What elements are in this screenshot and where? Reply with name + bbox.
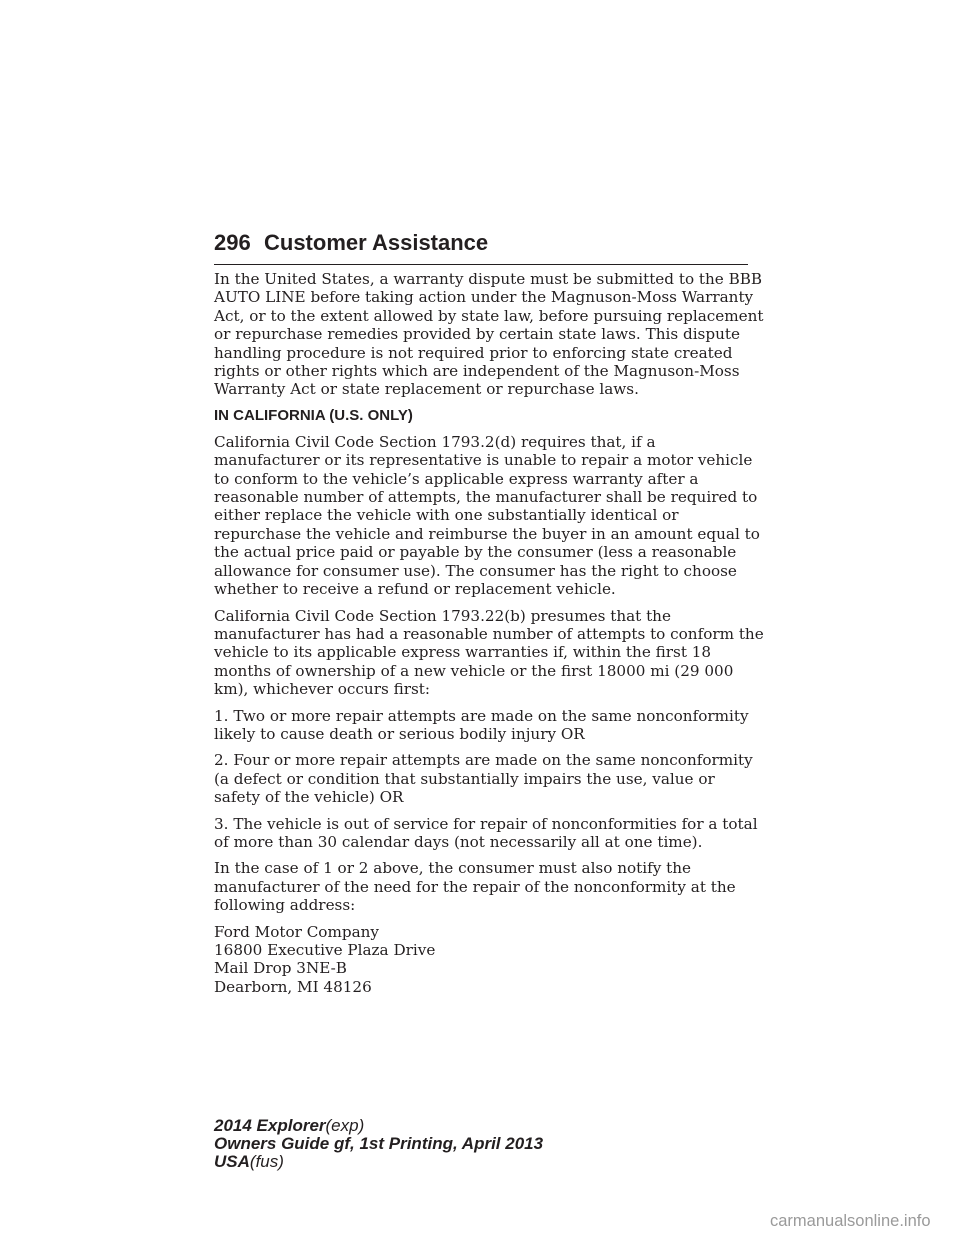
footer-region-code: (fus) — [249, 1152, 284, 1171]
footer-model: 2014 Explorer — [214, 1116, 326, 1135]
address-line-2: 16800 Executive Plaza Drive — [214, 941, 436, 959]
list-item-2: 2. Four or more repair attempts are made on the same nonconformity (a defect or condition that substantially impairs the use, value or safety of the vehicle) OR — [214, 751, 753, 807]
address-line-4: Dearborn, MI 48126 — [214, 977, 372, 996]
footer-region-line — [214, 1153, 543, 1171]
address-line-3: Mail Drop 3NE-B — [214, 959, 347, 978]
footer-model-line — [214, 1117, 543, 1135]
california-heading: IN CALIFORNIA (U.S. ONLY) — [214, 406, 413, 424]
page-number: 296 — [214, 230, 251, 255]
section-title: Customer Assistance — [264, 230, 489, 255]
watermark: carmanualsonline.info — [770, 1212, 931, 1230]
footer — [214, 1117, 543, 1171]
footer-region: USA — [214, 1152, 250, 1171]
warranty-dispute-paragraph: In the United States, a warranty dispute must be submitted to the BBB AUTO LINE before taking action under the Magnuson-Moss Warranty Act, or to the extent allowed by state law, before pursuing replacement or repurchase remedies provided by certain state laws. This dispute handling procedure is not required prior to enforcing state created rights or other rights which are independent of the Magnuson-Moss Warranty Act or state replacement or repurchase laws. — [214, 270, 764, 399]
list-item-3: 3. The vehicle is out of service for repair of nonconformities for a total of more than 30 calendar days (not necessarily all at one time). — [214, 814, 758, 851]
address-block — [214, 923, 764, 997]
address-line-1: Ford Motor Company — [214, 922, 379, 941]
notify-paragraph: In the case of 1 or 2 above, the consumer must also notify the manufacturer of the need for the repair of the nonconformity at the following address: — [214, 859, 736, 915]
list-item-1: 1. Two or more repair attempts are made on the same nonconformity likely to cause death or serious bodily injury OR — [214, 706, 749, 743]
page-header — [214, 230, 748, 265]
body-text — [214, 270, 764, 1004]
civil-code-1793-2d-paragraph: California Civil Code Section 1793.2(d) requires that, if a manufacturer or its representative is unable to repair a motor vehicle to conform to the vehicle’s applicable express warranty after a reasonable number of attempts, the manufacturer shall be required to either replace the vehicle with one substantially identical or repurchase the vehicle and reimburse the buyer in an amount equal to the actual price paid or payable by the consumer (less a reasonable allowance for consumer use). The consumer has the right to choose whether to receive a refund or replacement vehicle. — [214, 432, 760, 599]
footer-guide: Owners Guide gf, 1st Printing, April 2013 — [214, 1134, 544, 1153]
civil-code-1793-22b-paragraph: California Civil Code Section 1793.22(b) presumes that the manufacturer has had a reasonable number of attempts to conform the vehicle to its applicable express warranties if, within the first 18 months of ownership of a new vehicle or the first 18000 mi (29 000 km), whichever occurs first: — [214, 606, 764, 699]
footer-model-code: (exp) — [325, 1116, 365, 1135]
